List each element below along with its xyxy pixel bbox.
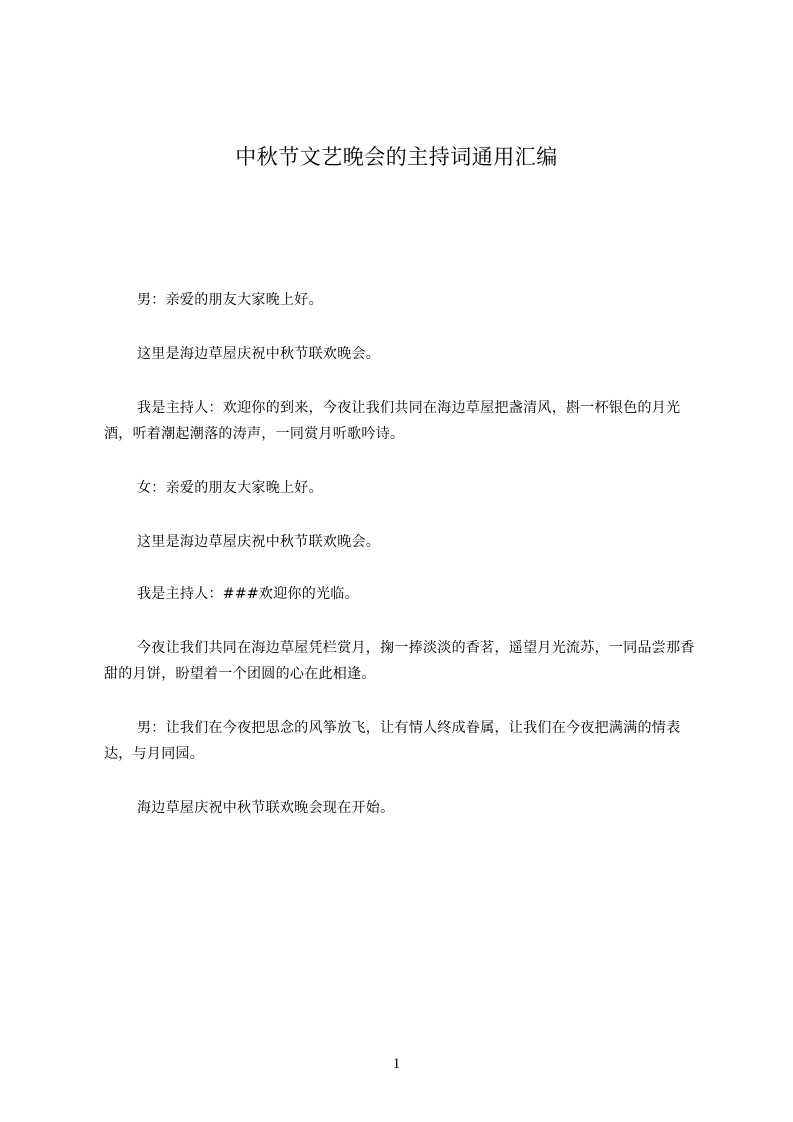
paragraph-male-greeting: 男：亲爱的朋友大家晚上好。 <box>137 292 323 308</box>
paragraph-host-introduction: 我是主持人：###欢迎你的光临。 <box>137 586 359 602</box>
paragraph-moon-viewing: 今夜让我们共同在海边草屋凭栏赏月，掬一捧淡淡的香茗，遥望月光流苏，一同品尝那香甜的月饼，盼望着一个团圆的心在此相逢。 <box>104 640 695 682</box>
paragraph-venue-intro-repeat: 这里是海边草屋庆祝中秋节联欢晚会。 <box>137 534 381 550</box>
document-title: 中秋节文艺晚会的主持词通用汇编 <box>235 145 558 169</box>
paragraph-kite-wishes: 男：让我们在今夜把思念的风筝放飞，让有情人终成眷属，让我们在今夜把满满的情表达，与月同园。 <box>104 720 681 762</box>
paragraph-venue-intro: 这里是海边草屋庆祝中秋节联欢晚会。 <box>137 346 381 362</box>
page-number: 1 <box>392 1056 401 1072</box>
paragraph-female-greeting: 女：亲爱的朋友大家晚上好。 <box>137 480 323 496</box>
paragraph-host-welcome: 我是主持人：欢迎你的到来，今夜让我们共同在海边草屋把盏清风，斟一杯银色的月光酒，听着潮起潮落的涛声，一同赏月听歌吟诗。 <box>104 400 681 442</box>
paragraph-opening-announcement: 海边草屋庆祝中秋节联欢晚会现在开始。 <box>137 800 395 816</box>
